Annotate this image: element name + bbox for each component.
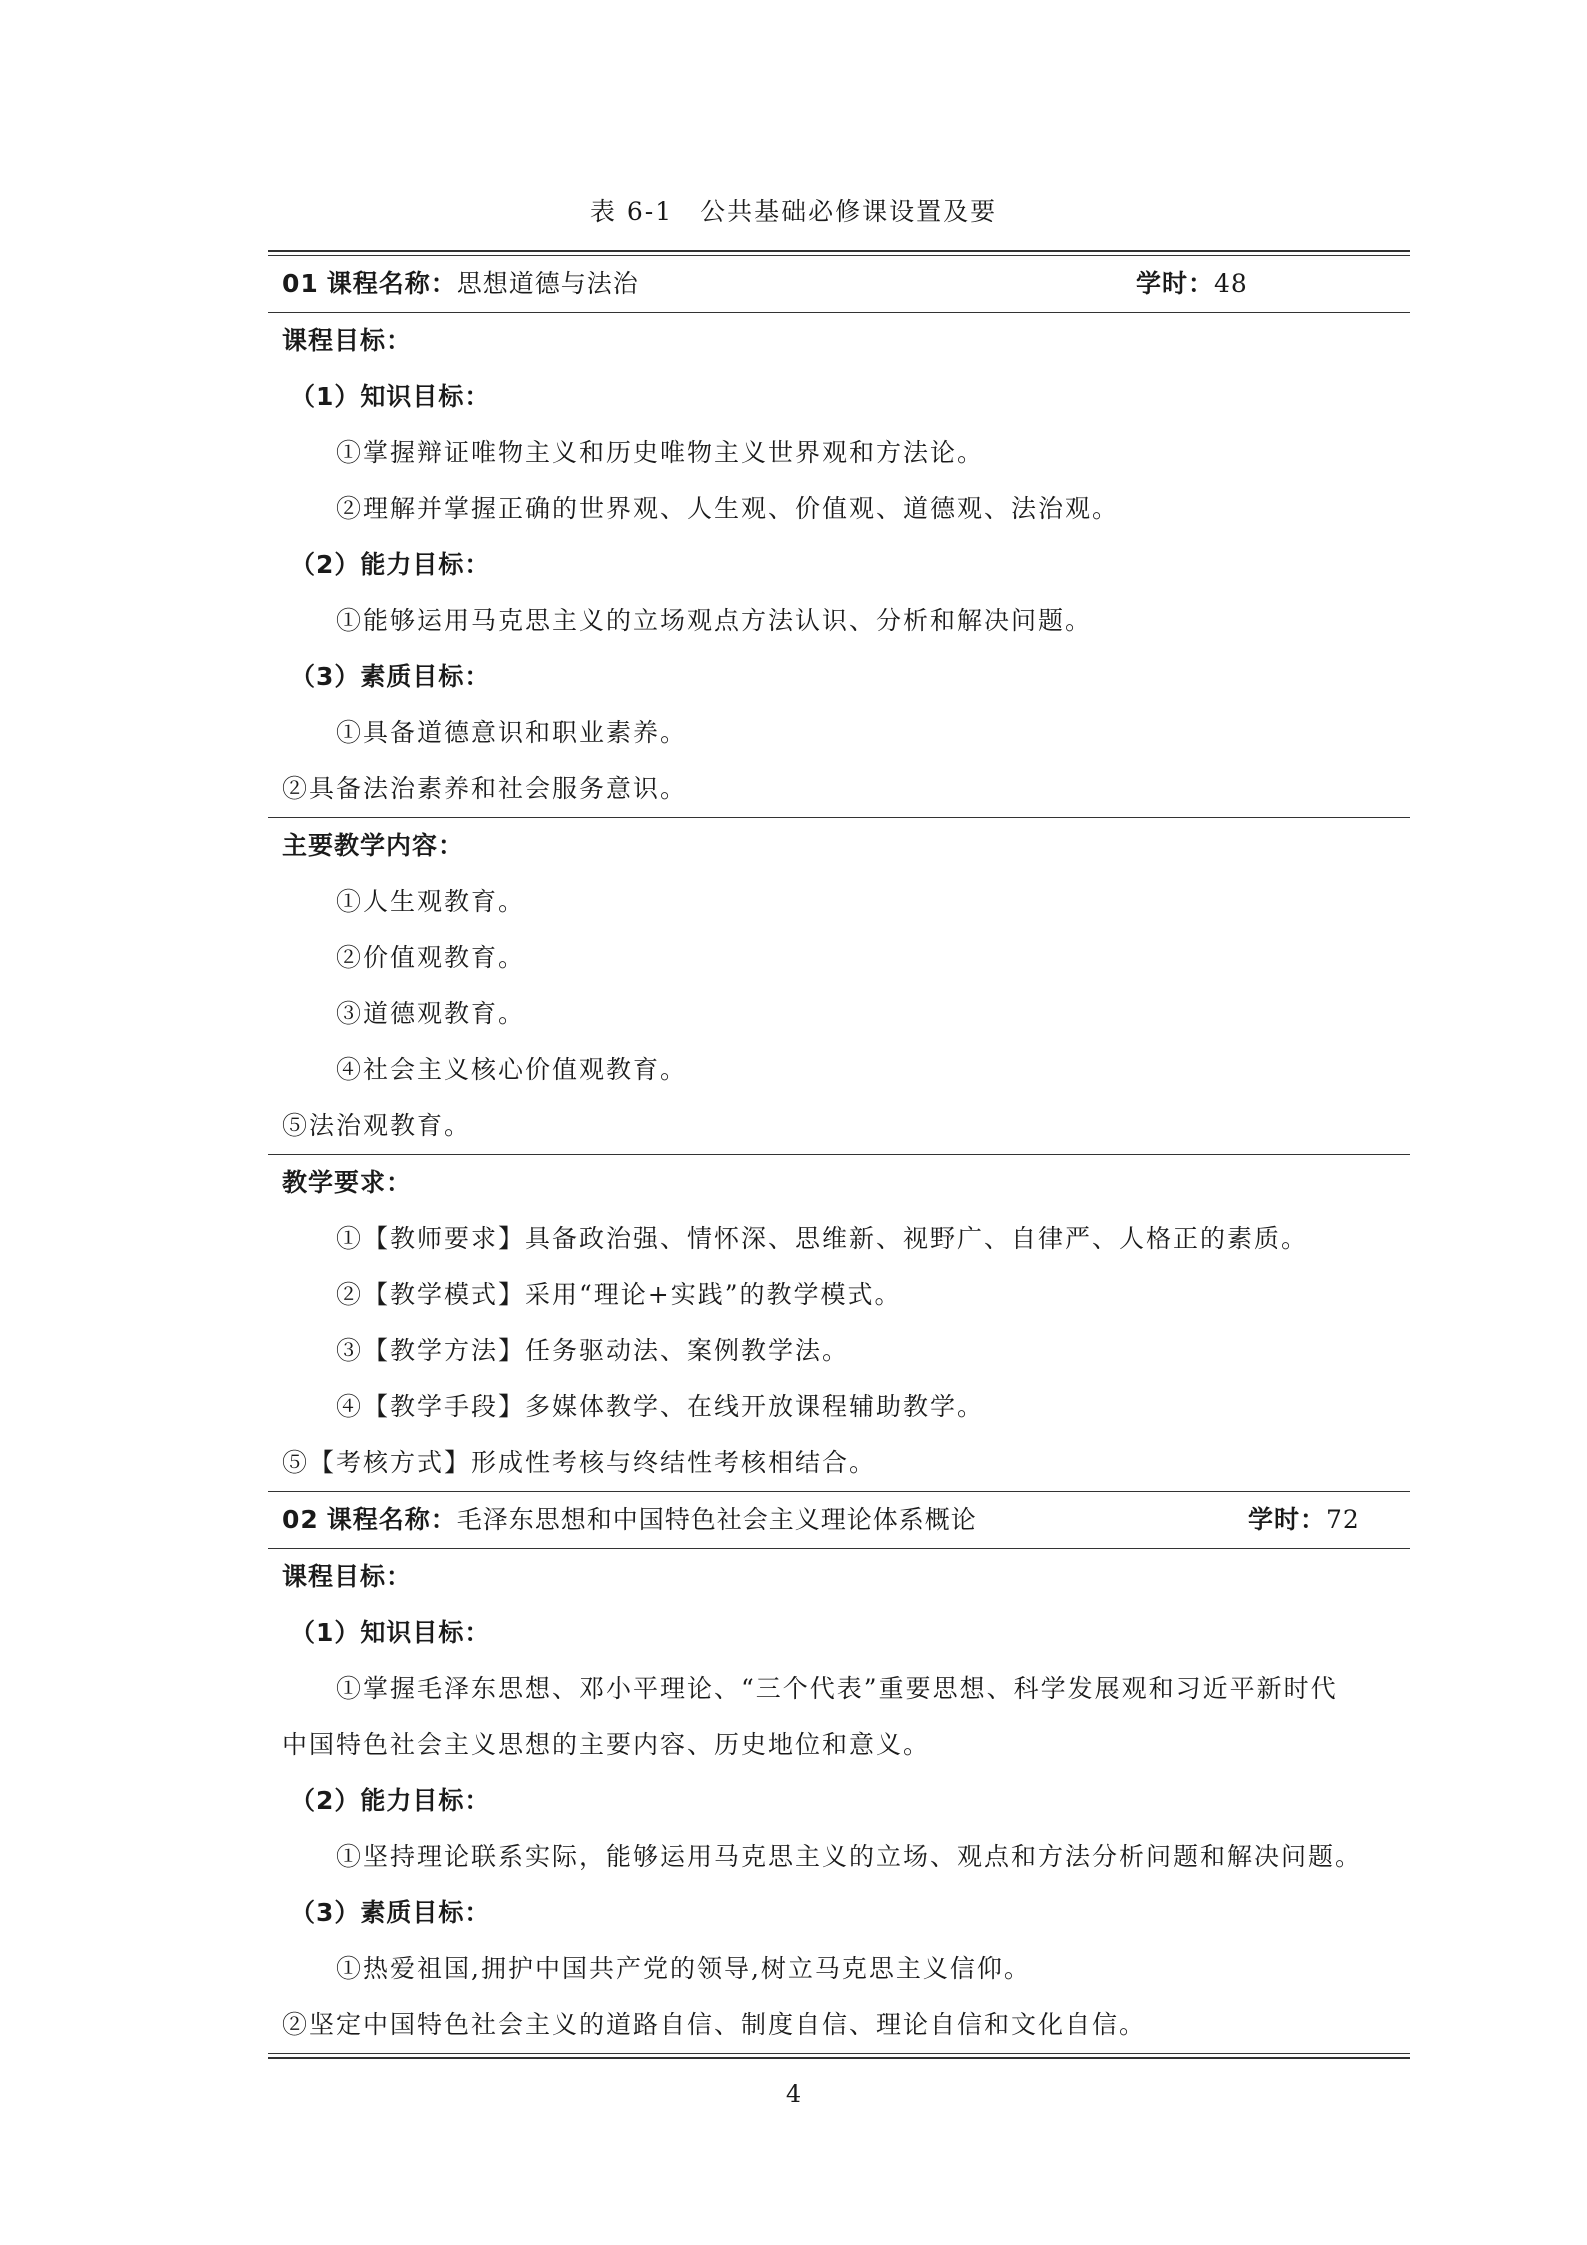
quality-label: （3）素质目标：	[290, 662, 491, 691]
list-item: ⑤法治观教育。	[282, 1111, 472, 1140]
list-item: ①具备道德意识和职业素养。	[336, 718, 688, 747]
list-item: ①能够运用马克思主义的立场观点方法认识、分析和解决问题。	[336, 606, 1093, 635]
list-item: ②坚定中国特色社会主义的道路自信、制度自信、理论自信和文化自信。	[282, 2010, 1147, 2039]
list-item: ③【教学方法】任务驱动法、案例教学法。	[336, 1336, 850, 1365]
course-hours: 72	[1326, 1505, 1360, 1534]
list-item: ④【教学手段】多媒体教学、在线开放课程辅助教学。	[336, 1392, 985, 1421]
hours-label: 学时：	[1136, 269, 1215, 298]
list-item: ①人生观教育。	[336, 887, 526, 916]
knowledge-label: （1）知识目标：	[290, 1618, 491, 1647]
list-item: ②【教学模式】采用“理论+实践”的教学模式。	[336, 1280, 902, 1309]
list-item: ①掌握辩证唯物主义和历史唯物主义世界观和方法论。	[336, 438, 985, 467]
goals-label: 课程目标：	[282, 1562, 413, 1591]
course-name-line	[282, 256, 639, 312]
list-item-continuation: 中国特色社会主义思想的主要内容、历史地位和意义。	[282, 1730, 931, 1759]
page-number: 4	[785, 2080, 802, 2108]
hours-label: 学时：	[1248, 1505, 1327, 1534]
course-hours-line	[1136, 256, 1248, 312]
goals-label: 课程目标：	[282, 326, 413, 355]
course-name: 思想道德与法治	[456, 269, 639, 298]
course-name-label: 课程名称：	[326, 1505, 457, 1534]
course-number: 01	[282, 269, 319, 298]
quality-label: （3）素质目标：	[290, 1898, 491, 1927]
list-item: ②价值观教育。	[336, 943, 526, 972]
table-caption: 表 6-1 公共基础必修课设置及要	[589, 197, 998, 226]
list-item: ④社会主义核心价值观教育。	[336, 1055, 688, 1084]
course-header-01	[268, 256, 1410, 312]
course-name: 毛泽东思想和中国特色社会主义理论体系概论	[456, 1505, 977, 1534]
list-item: ①热爱祖国,拥护中国共产党的领导,树立马克思主义信仰。	[336, 1954, 1031, 1983]
list-item: ②具备法治素养和社会服务意识。	[282, 774, 688, 803]
course-hours: 48	[1214, 269, 1248, 298]
list-item: ⑤【考核方式】形成性考核与终结性考核相结合。	[282, 1448, 877, 1477]
list-item: ①掌握毛泽东思想、邓小平理论、“三个代表”重要思想、科学发展观和习近平新时代	[336, 1674, 1338, 1703]
course-name-label: 课程名称：	[326, 269, 457, 298]
course-name-line	[282, 1492, 977, 1548]
requirements-label: 教学要求：	[282, 1168, 413, 1197]
list-item: ①【教师要求】具备政治强、情怀深、思维新、视野广、自律严、人格正的素质。	[336, 1224, 1309, 1253]
list-item: ②理解并掌握正确的世界观、人生观、价值观、道德观、法治观。	[336, 494, 1120, 523]
content-label: 主要教学内容：	[282, 831, 465, 860]
bottom-rule	[268, 2053, 1410, 2059]
ability-label: （2）能力目标：	[290, 550, 491, 579]
course-table	[268, 250, 1410, 2059]
knowledge-label: （1）知识目标：	[290, 382, 491, 411]
course-hours-line	[1248, 1492, 1360, 1548]
list-item: ①坚持理论联系实际，能够运用马克思主义的立场、观点和方法分析问题和解决问题。	[336, 1842, 1363, 1871]
list-item: ③道德观教育。	[336, 999, 526, 1028]
course-number: 02	[282, 1505, 319, 1534]
course-header-02	[268, 1492, 1410, 1548]
ability-label: （2）能力目标：	[290, 1786, 491, 1815]
